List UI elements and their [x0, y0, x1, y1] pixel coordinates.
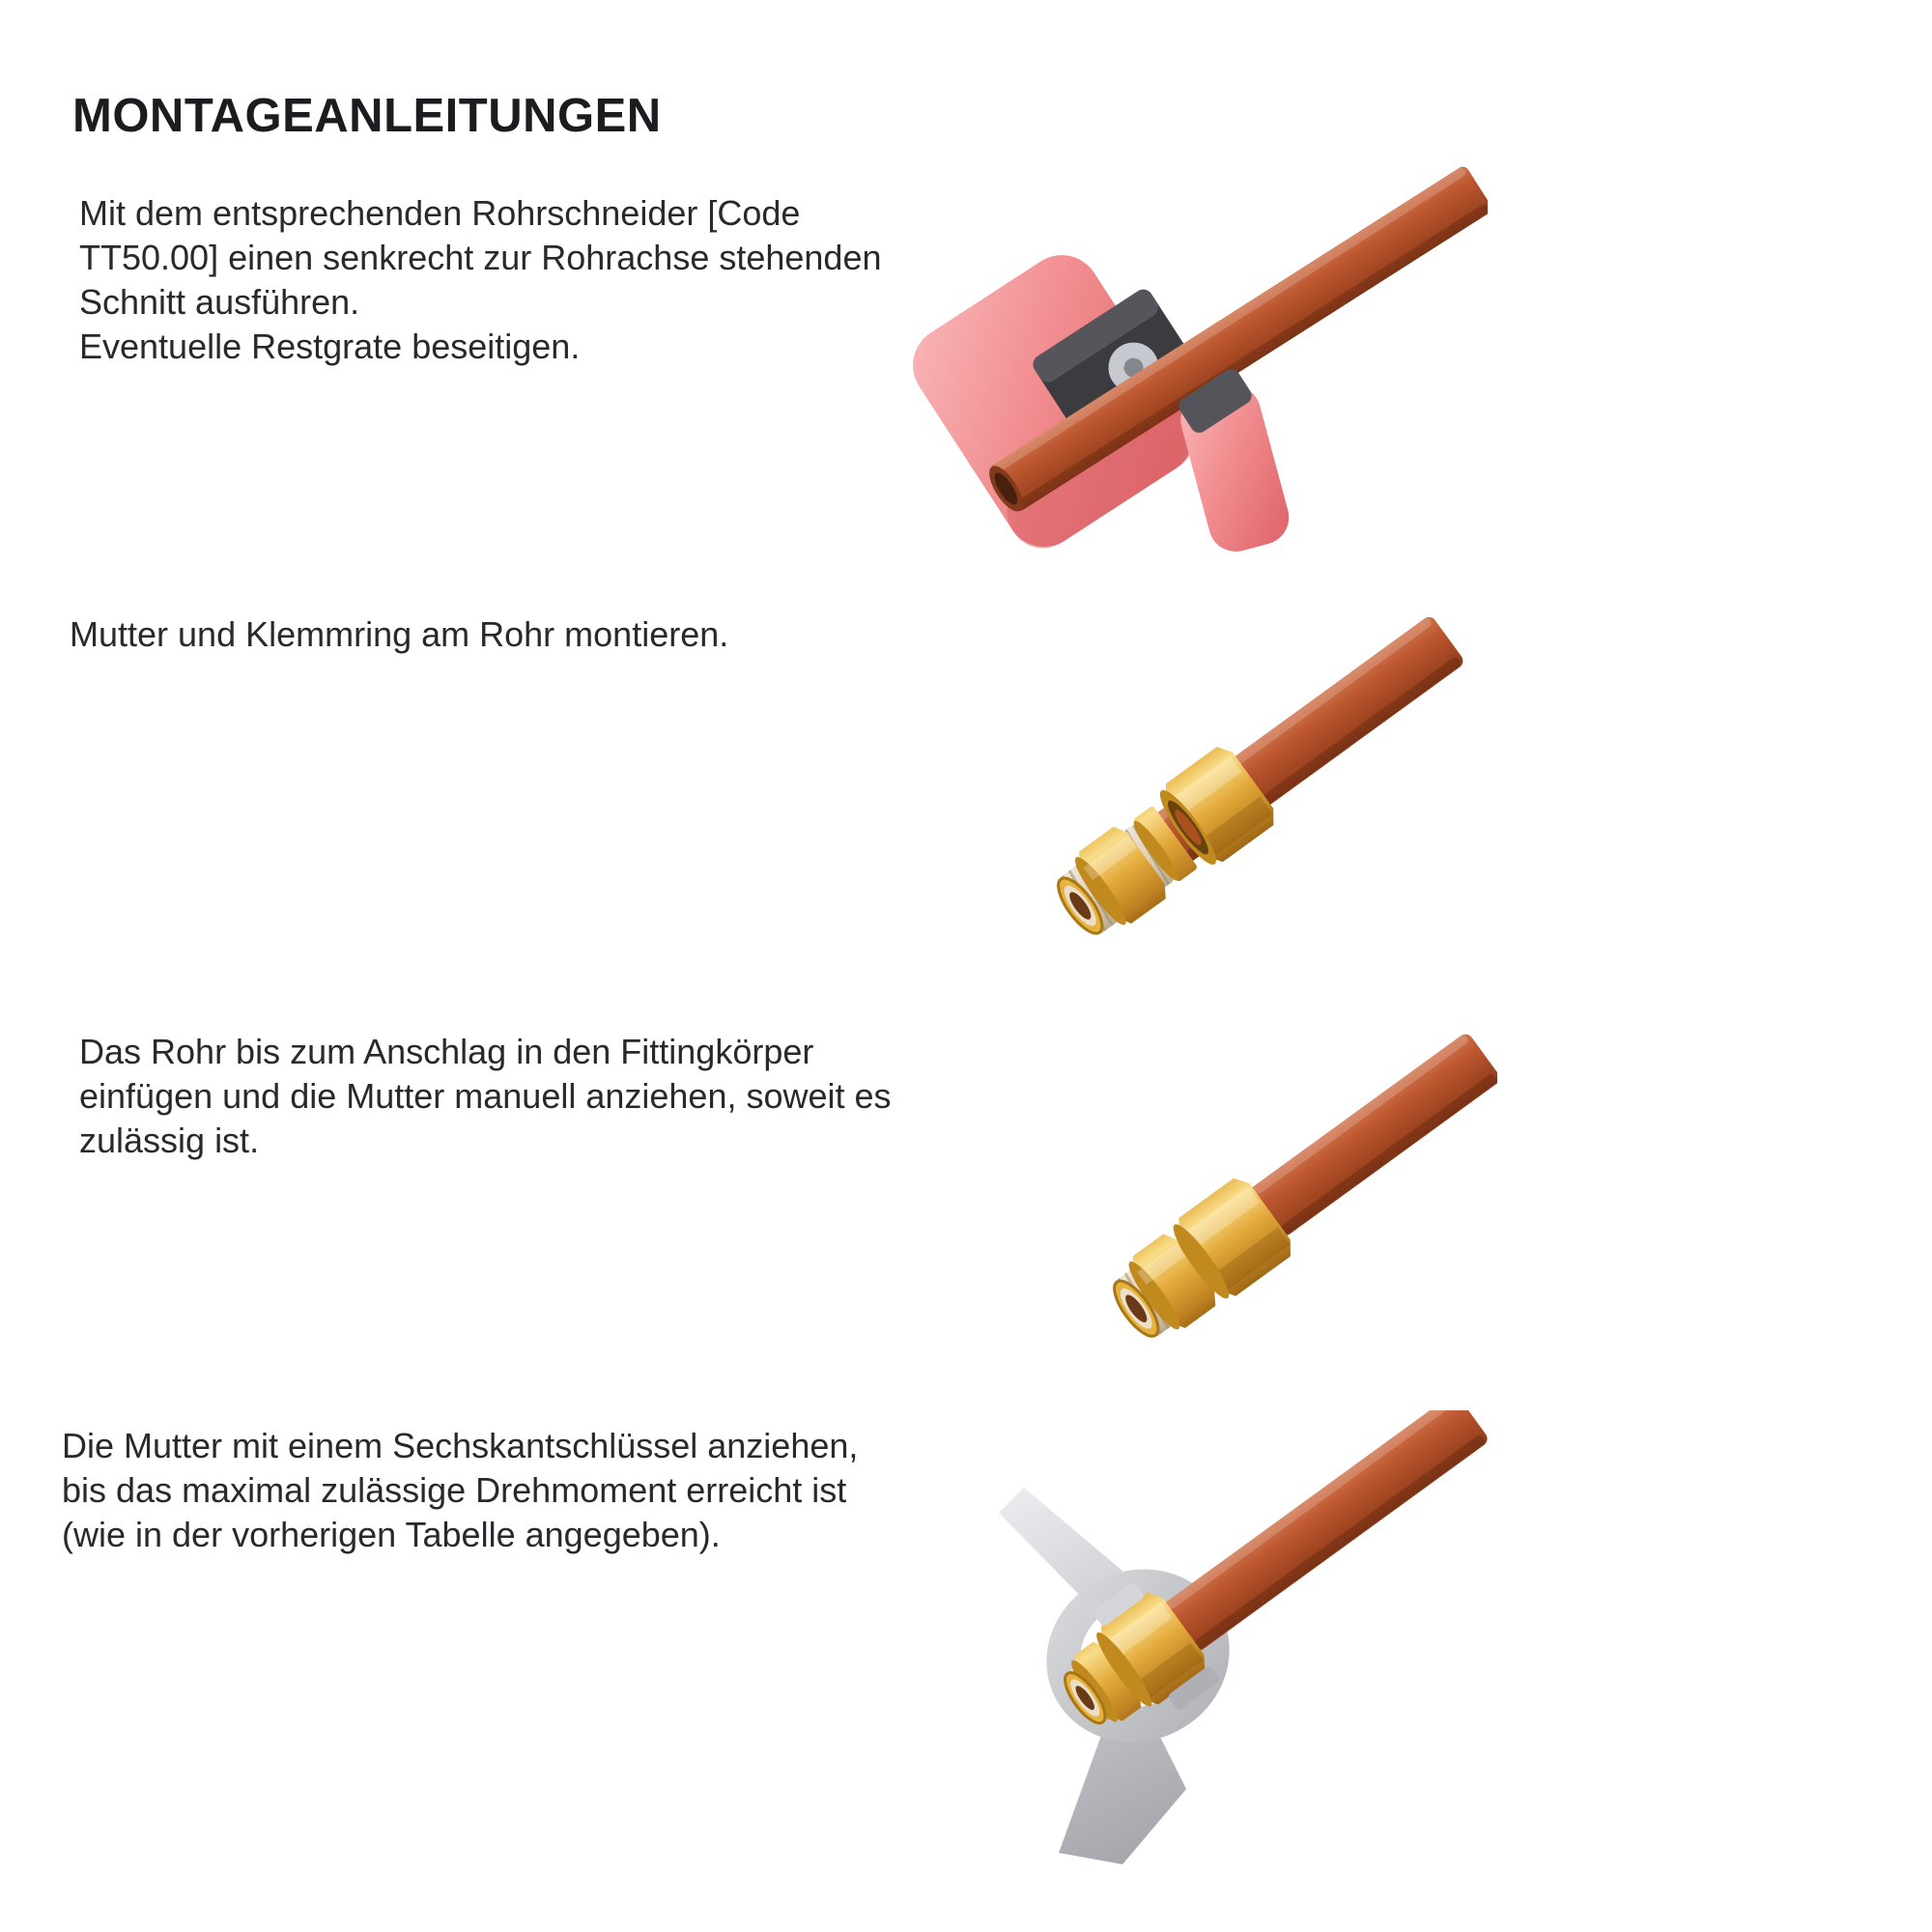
- step1-line1: Mit dem entsprechenden Rohrschneider [Code: [79, 193, 801, 233]
- step3-line1: Das Rohr bis zum Anschlag in den Fittingkörper: [79, 1032, 814, 1071]
- nut-and-clamp-ring-illustration: [1005, 599, 1478, 985]
- pipe-cutter-illustration: [802, 145, 1488, 580]
- step3-line2: einfügen und die Mutter manuell anziehen, soweit es: [79, 1076, 892, 1116]
- step3-line3: zulässig ist.: [79, 1121, 260, 1160]
- step4-line1: Die Mutter mit einem Sechskantschlüssel anziehen,: [62, 1426, 859, 1465]
- wrench-tightening-illustration: [976, 1410, 1526, 1884]
- pipe: [1248, 1034, 1497, 1238]
- step2-instruction-text: [70, 612, 728, 657]
- hand-tightened-fitting-illustration: [1024, 1034, 1497, 1430]
- step1-line3: Schnitt ausführen.: [79, 282, 360, 322]
- step1-instruction-text: [79, 191, 882, 369]
- step1-line4: Eventuelle Restgrate beseitigen.: [79, 327, 581, 366]
- step4-instruction-text: [62, 1424, 858, 1557]
- step4-line2: bis das maximal zulässige Drehmoment erreicht ist: [62, 1470, 847, 1510]
- step3-instruction-text: [79, 1030, 892, 1163]
- page-title: MONTAGEANLEITUNGEN: [72, 90, 662, 142]
- pipe: [1162, 1410, 1491, 1654]
- step2-line1: Mutter und Klemmring am Rohr montieren.: [70, 614, 729, 654]
- step1-line2: TT50.00] einen senkrecht zur Rohrachse stehenden: [79, 238, 882, 277]
- step4-line3: (wie in der vorherigen Tabelle angegeben).: [62, 1515, 721, 1554]
- cutter-front-piece: [1175, 366, 1295, 558]
